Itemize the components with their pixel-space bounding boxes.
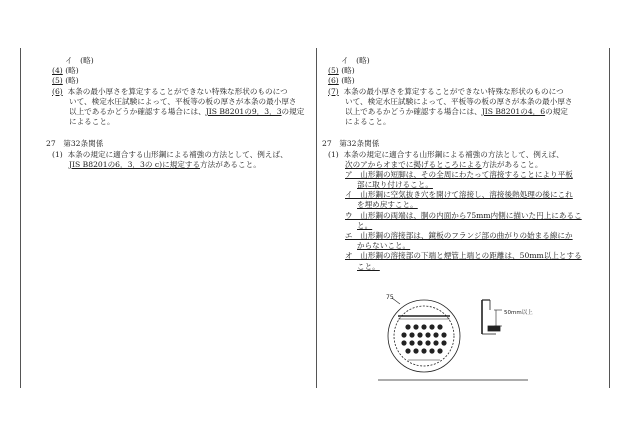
left-item-i: イ (略) bbox=[65, 56, 94, 65]
right-item-1-line2-b: 方法があること。 bbox=[481, 159, 543, 169]
right-sub-o-line2: こと。 bbox=[357, 261, 380, 271]
right-margin-rule bbox=[609, 48, 610, 388]
right-item-7-num: (7) bbox=[328, 86, 339, 96]
right-item-7 bbox=[324, 87, 596, 128]
left-item-5-num: (5) bbox=[52, 76, 63, 86]
left-item-1-line2 bbox=[52, 160, 310, 170]
right-item-5-num: (5) bbox=[328, 66, 339, 76]
right-item-6-num: (6) bbox=[328, 76, 339, 86]
left-item-1-num: (1) bbox=[52, 149, 63, 159]
right-item-7-line4: によること。 bbox=[345, 117, 391, 127]
left-item-4-num: (4) bbox=[52, 66, 63, 76]
right-item-1-num: (1) bbox=[328, 149, 339, 159]
right-sub-e-line1: エ 山形鋼の溶接部は、鏡板のフランジ部の曲がりの始まる線にか bbox=[345, 231, 573, 240]
right-item-7-line3-a: 以上であるかどうか確認する場合には、 bbox=[345, 106, 482, 116]
center-divider bbox=[316, 48, 317, 388]
right-item-1-line1: 本条の規定に適合する山形鋼による補強の方法として、例えば、 bbox=[343, 149, 564, 159]
label-75: 75 bbox=[386, 294, 394, 301]
left-item-1-jis-ref: JIS B8201の6．3．3の c)に規定する bbox=[69, 159, 201, 169]
label-50mm: 50mm以上 bbox=[504, 310, 533, 316]
right-section-title: 27 第32条関係 bbox=[322, 139, 380, 149]
right-item-7-line1: 本条の最小厚さを算定することができない特殊な形状のものにつ bbox=[343, 86, 564, 96]
right-item-7-line3 bbox=[328, 107, 596, 117]
left-section-title: 27 第32条関係 bbox=[46, 139, 104, 149]
left-item-1 bbox=[48, 150, 310, 170]
right-sub-o-line1: オ 山形鋼の溶接部の下端と煙管上端との距離は、50mm以上とする bbox=[345, 251, 582, 261]
left-item-6-line2: いて、検定水圧試験によって、平板等の板の厚さが本条の最小厚さ bbox=[69, 96, 297, 106]
right-sub-a-line2: 部に取り付けること。 bbox=[357, 180, 433, 190]
right-item-5-text: (略) bbox=[341, 66, 355, 76]
left-item-1-line2-b: 方法があること。 bbox=[200, 159, 261, 169]
right-item-6-text: (略) bbox=[341, 76, 355, 86]
right-sub-u-line2: と。 bbox=[357, 220, 373, 230]
right-item-1-line2 bbox=[328, 160, 596, 170]
left-item-4-text: (略) bbox=[65, 66, 79, 76]
left-item-4 bbox=[48, 66, 310, 76]
right-item-5 bbox=[324, 66, 596, 76]
shell-circle bbox=[388, 300, 460, 372]
right-item-6 bbox=[324, 76, 596, 86]
right-sub-e-line2: からないこと。 bbox=[357, 241, 411, 251]
right-sub-a-line1: ア 山形鋼の短脚は、その全周にわたって溶接することにより平板 bbox=[345, 169, 573, 179]
left-item-5 bbox=[48, 76, 310, 86]
left-item-6-line3 bbox=[52, 107, 310, 117]
right-item-1-underlined: 次のアからオまでに掲げるところによる bbox=[345, 159, 482, 169]
right-item-7-jis-ref: JIS B8201の4．6 bbox=[481, 106, 546, 116]
angle-reinforcement-figure bbox=[378, 290, 548, 382]
right-sub-i-line1: イ 山形鋼に空気抜き穴を開けて溶接し、溶接後熱処理の後にこれ bbox=[345, 190, 573, 200]
left-item-1-line1: 本条の規定に適合する山形鋼による補強の方法として、例えば、 bbox=[67, 149, 288, 159]
right-sub-u-line1: ウ 山形鋼の両端は、胴の内面から75mm内側に描いた円上にあるこ bbox=[345, 210, 582, 220]
right-item-1 bbox=[324, 150, 596, 272]
left-item-6-line3-c: の規定 bbox=[281, 106, 305, 116]
right-item-7-line3-c: の規定 bbox=[545, 106, 568, 116]
right-column bbox=[324, 56, 596, 272]
right-sublist bbox=[328, 170, 596, 272]
left-item-6-line1: 本条の最小厚さを算定することができない特殊な形状のものにつ bbox=[67, 86, 288, 96]
left-item-6 bbox=[48, 87, 310, 128]
left-item-6-line4: によること。 bbox=[69, 117, 115, 127]
tube-holes bbox=[401, 324, 446, 353]
left-margin-rule bbox=[20, 48, 21, 388]
right-item-7-line2: いて、検定水圧試験によって、平板等の板の厚さが本条の最小厚さ bbox=[345, 96, 573, 106]
left-column bbox=[48, 56, 310, 170]
left-item-6-line3-a: 以上であるかどうか確認する場合には、 bbox=[69, 106, 206, 116]
right-sub-i-line2: を埋め戻すこと。 bbox=[357, 200, 418, 210]
left-item-6-jis-ref: JIS B8201の9．3．3 bbox=[205, 106, 282, 116]
right-item-i: イ (略) bbox=[341, 56, 370, 65]
left-item-6-num: (6) bbox=[52, 86, 63, 96]
left-item-5-text: (略) bbox=[65, 76, 79, 86]
